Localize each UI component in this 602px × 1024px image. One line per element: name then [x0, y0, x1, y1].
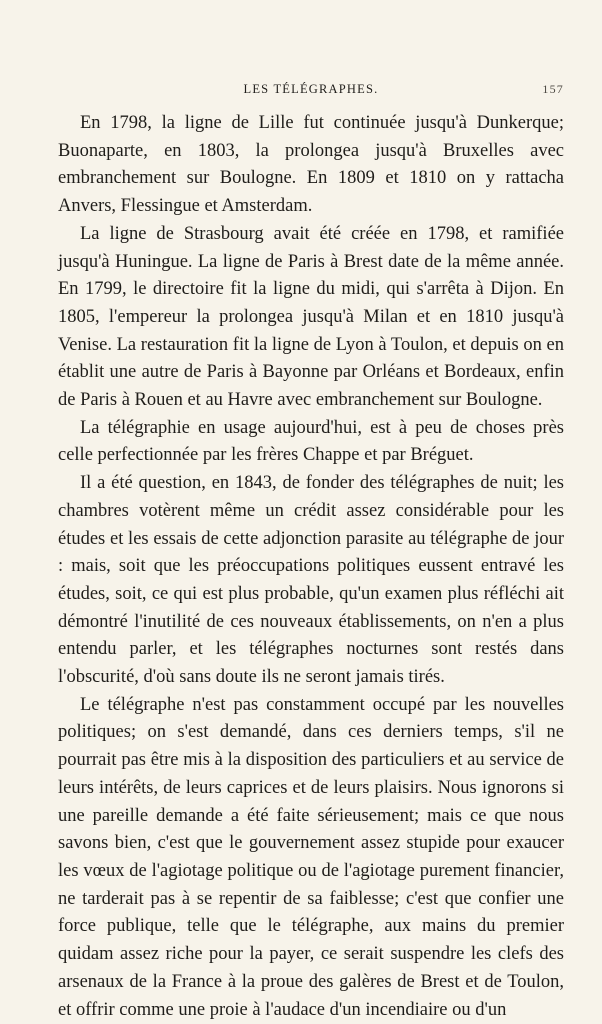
running-head: [58, 82, 564, 104]
page-number: 157: [542, 82, 564, 96]
paragraph: Le télégraphe n'est pas constamment occupé par les nouvelles politiques; on s'est demandé, dans ces derniers temps, s'il ne pourrait pas être mis à la disposition des particuliers et au service de leurs intérêts, de leurs caprices et de leurs plaisirs. Nous ignorons si une pareille demande a été faite sérieusement; mais ce que nous savons bien, c'est que le gouvernement assez stupide pour exaucer les vœux de l'agiotage politique ou de l'agiotage purement financier, ne tarderait pas à se repentir de sa faiblesse; c'est que confier une force publique, telle que le télégraphe, aux mains du premier quidam assez riche pour la payer, ce serait suspendre les clefs des arsenaux de la France à la proue des galères de Brest et de Toulon, et offrir comme une proie à l'audace d'un incendiaire ou d'un: [58, 694, 564, 1020]
paragraph: En 1798, la ligne de Lille fut continuée jusqu'à Dunkerque; Buonaparte, en 1803, la prolongea jusqu'à Bruxelles avec embranchement sur Boulogne. En 1809 et 1810 on y rattacha Anvers, Flessingue et Amsterdam.: [58, 113, 564, 217]
paragraph: La ligne de Strasbourg avait été créée en 1798, et ramifiée jusqu'à Huningue. La ligne de Paris à Brest date de la même année. En 1799, le directoire fit la ligne du midi, qui s'arrêta à Dijon. En 1805, l'empereur la prolongea jusqu'à Milan et en 1810 jusqu'à Venise. La restauration fit la ligne de Lyon à Toulon, et depuis on en établit une autre de Paris à Bayonne par Orléans et Bordeaux, enfin de Paris à Rouen et au Havre avec embranchement sur Boulogne.: [58, 223, 564, 411]
paragraph: La télégraphie en usage aujourd'hui, est à peu de choses près celle perfectionnée par les frères Chappe et par Bréguet.: [58, 417, 564, 466]
body-text: [58, 110, 564, 1024]
paragraph: Il a été question, en 1843, de fonder des télégraphes de nuit; les chambres votèrent même un crédit assez considérable pour les études et les essais de cette adjonction parasite au télégraphe de jour : mais, soit que les préoccupations politiques eussent entravé les études, soit, ce qui est plus probable, qu'un examen plus réfléchi ait démontré l'inutilité de ces nouveaux établissements, on n'en a plus entendu parler, et les télégraphes nocturnes sont restés dans l'obscurité, d'où sans doute ils ne seront jamais tirés.: [58, 473, 564, 688]
running-title: LES TÉLÉGRAPHES.: [243, 82, 379, 96]
